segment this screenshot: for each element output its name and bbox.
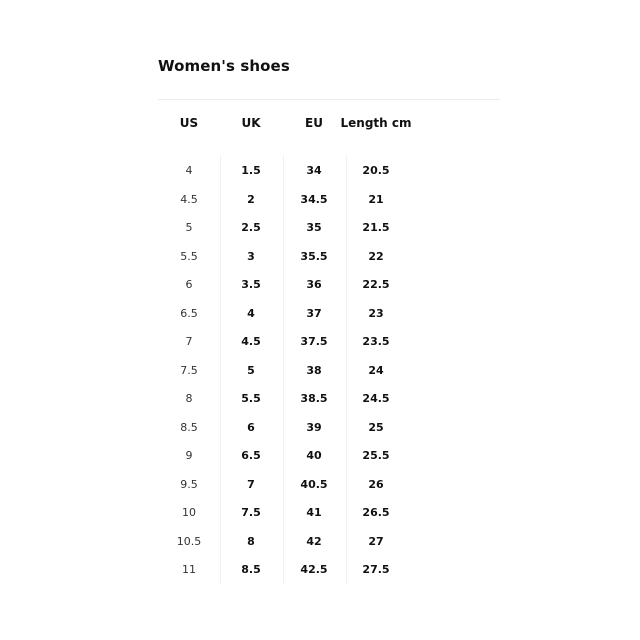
table-row [158,160,500,189]
length-cm-cell: 27 [368,534,384,548]
table-row [158,360,500,389]
uk-size-cell: 7.5 [241,506,261,519]
table-row [158,189,500,218]
eu-size-cell: 39 [306,420,322,434]
uk-size-cell: 8.5 [241,563,261,576]
uk-size-cell: 1.5 [241,164,261,177]
length-cm-cell: 26.5 [362,506,390,519]
uk-size-cell: 5 [247,363,255,377]
length-cm-cell: 24.5 [362,392,390,405]
eu-size-cell: 35.5 [300,249,328,263]
eu-size-cell: 41 [306,506,322,519]
uk-size-cell: 5.5 [241,392,261,405]
us-size-cell: 8.5 [180,420,198,434]
table-row [158,445,500,474]
length-cm-cell: 27.5 [362,563,390,576]
table-row [158,502,500,531]
uk-size-cell: 3.5 [241,278,261,291]
uk-size-cell: 2.5 [241,221,261,234]
table-row [158,417,500,446]
length-cm-cell: 22 [368,249,384,263]
us-size-cell: 10.5 [176,534,202,548]
table-row [158,274,500,303]
eu-size-cell: 37.5 [300,335,328,348]
length-cm-cell: 25 [368,420,384,434]
us-size-cell: 9 [185,449,193,462]
length-cm-cell: 22.5 [362,278,390,291]
table-row [158,474,500,503]
us-size-cell: 8 [185,392,193,405]
eu-size-cell: 42.5 [300,563,328,576]
column-header-length: Length cm [340,116,412,130]
us-size-cell: 4.5 [180,192,198,206]
title-divider [158,99,500,100]
uk-size-cell: 7 [247,477,255,491]
length-cm-cell: 23 [368,306,384,320]
us-size-cell: 9.5 [180,477,198,491]
table-row [158,246,500,275]
table-body [158,160,500,588]
eu-size-cell: 42 [306,534,322,548]
eu-size-cell: 38 [306,363,322,377]
eu-size-cell: 34.5 [300,192,328,206]
us-size-cell: 7.5 [180,363,198,377]
chart-title: Women's shoes [158,57,290,75]
uk-size-cell: 8 [247,534,255,548]
us-size-cell: 6.5 [180,306,198,320]
uk-size-cell: 2 [247,192,255,206]
uk-size-cell: 4 [247,306,255,320]
uk-size-cell: 4.5 [241,335,261,348]
length-cm-cell: 23.5 [362,335,390,348]
length-cm-cell: 24 [368,363,384,377]
eu-size-cell: 37 [306,306,322,320]
us-size-cell: 6 [185,278,193,291]
eu-size-cell: 34 [306,164,322,177]
length-cm-cell: 21.5 [362,221,390,234]
table-row [158,303,500,332]
length-cm-cell: 25.5 [362,449,390,462]
column-header-uk: UK [241,116,261,130]
size-chart [158,0,500,640]
eu-size-cell: 40.5 [300,477,328,491]
column-header-eu: EU [305,116,323,130]
uk-size-cell: 6 [247,420,255,434]
uk-size-cell: 3 [247,249,255,263]
length-cm-cell: 26 [368,477,384,491]
table-row [158,331,500,360]
us-size-cell: 11 [182,563,196,576]
us-size-cell: 5.5 [180,249,198,263]
table-header [158,116,500,134]
eu-size-cell: 36 [306,278,322,291]
us-size-cell: 10 [182,506,196,519]
table-row [158,559,500,588]
table-row [158,388,500,417]
length-cm-cell: 20.5 [362,164,390,177]
uk-size-cell: 6.5 [241,449,261,462]
us-size-cell: 7 [185,335,193,348]
table-row [158,531,500,560]
us-size-cell: 4 [185,164,193,177]
eu-size-cell: 40 [306,449,322,462]
us-size-cell: 5 [185,221,193,234]
column-header-us: US [179,116,199,130]
length-cm-cell: 21 [368,192,384,206]
eu-size-cell: 35 [306,221,322,234]
table-row [158,217,500,246]
eu-size-cell: 38.5 [300,392,328,405]
